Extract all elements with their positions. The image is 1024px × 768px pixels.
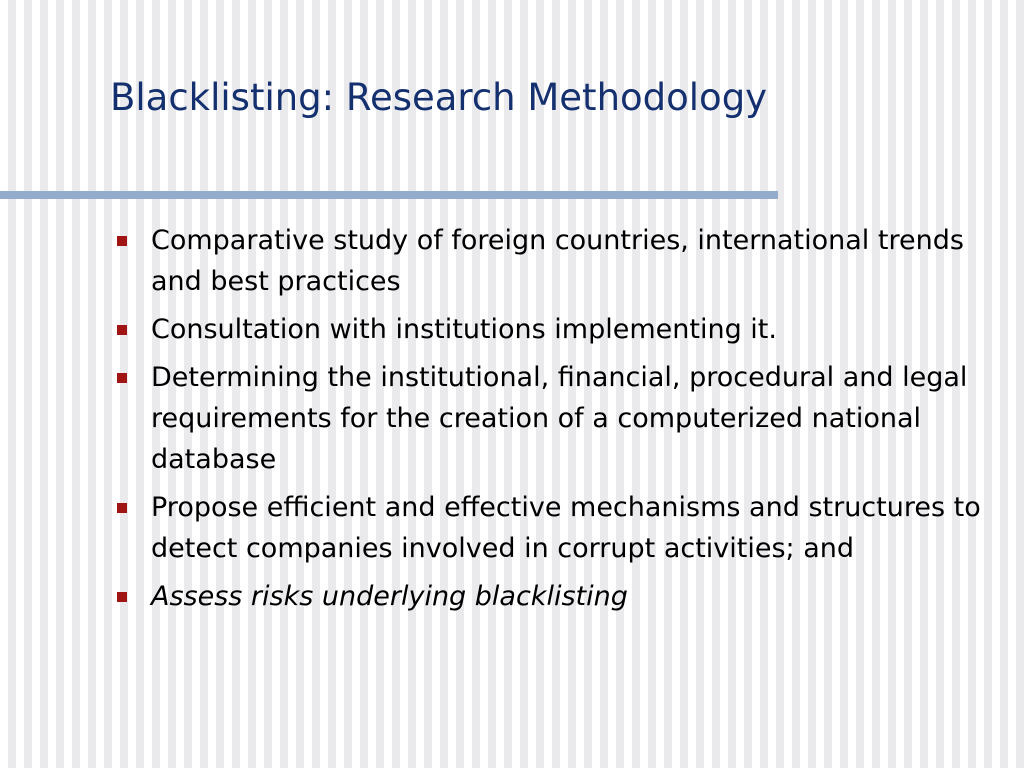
square-bullet-icon	[117, 325, 127, 335]
bullet-item	[112, 220, 1012, 302]
bullet-text: Consultation with institutions implementing it.	[151, 314, 777, 345]
bullet-text: Propose efficient and effective mechanisms and structures to detect companies involved in corrupt activities; and	[151, 492, 981, 564]
slide-title: Blacklisting: Research Methodology	[110, 76, 768, 119]
bullet-text: Assess risks underlying blacklisting	[151, 581, 628, 612]
bullet-text: Comparative study of foreign countries, international trends and best practices	[151, 225, 964, 297]
title-divider	[0, 191, 778, 199]
bullet-item	[112, 576, 1012, 617]
bullet-text: Determining the institutional, financial, procedural and legal requirements for the creation of a computerized national database	[151, 362, 968, 475]
square-bullet-icon	[117, 373, 127, 383]
bullet-item	[112, 487, 1012, 569]
bullet-item	[112, 309, 1012, 350]
bullet-list	[112, 220, 1012, 624]
bullet-item	[112, 357, 1012, 480]
square-bullet-icon	[117, 236, 127, 246]
square-bullet-icon	[117, 503, 127, 513]
square-bullet-icon	[117, 592, 127, 602]
